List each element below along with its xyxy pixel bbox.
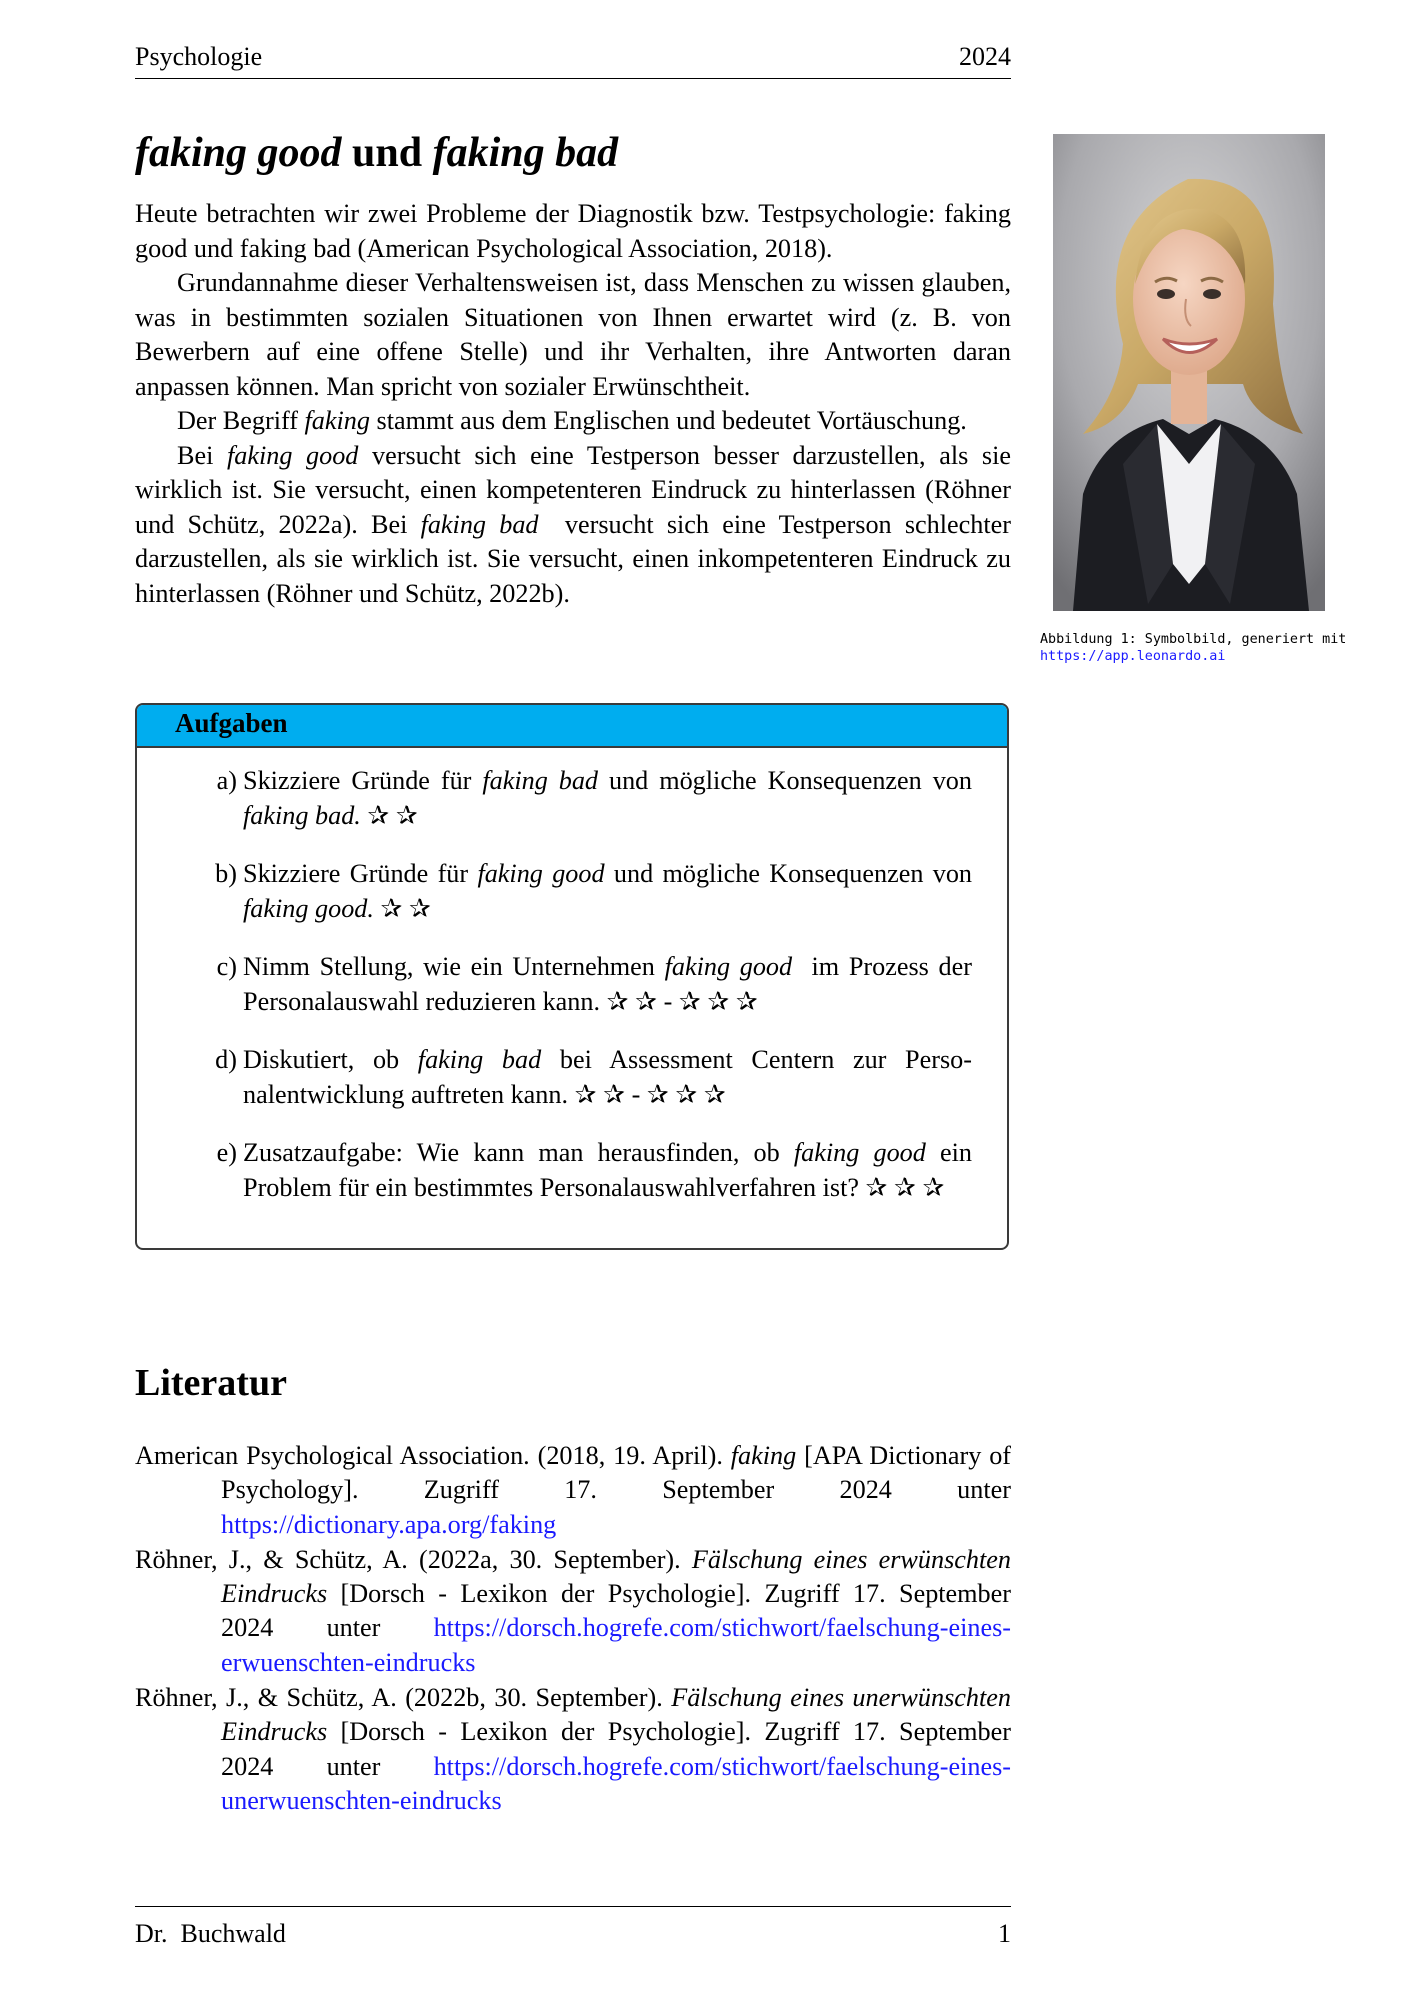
- tasks-header: [137, 705, 1007, 748]
- task-text: Zusatzaufgabe: Wie kann man herausfinden, ob: [243, 1138, 794, 1167]
- difficulty-stars: ✰ ✰ ✰: [858, 1172, 945, 1202]
- intro-paragraph-2: Grundannahme dieser Verhaltensweisen ist, dass Menschen zu wissen glauben, was in bestimmten sozialen Situationen von Ihnen erwartet wird (z. B. von Bewerbern auf eine offene Stelle) und ihr Verhalten, ihre Antworten daran anpassen können. Man spricht von sozialer Erwünschtheit.: [135, 268, 1011, 401]
- intro-p4-text-end: versucht sich eine Testperson schlechter darzustellen, als sie wirklich ist. Sie versucht, einen inkompetenteren Eindruck zu hinterlassen (Röhner und Schütz, 2022b).: [135, 509, 1018, 608]
- reference-list: [135, 1439, 1011, 1819]
- task-text: Diskutiert, ob: [243, 1045, 418, 1074]
- difficulty-stars: ✰ ✰ - ✰ ✰ ✰: [600, 986, 758, 1016]
- task-item: [137, 1043, 1007, 1112]
- task-text: bei Assessment Centern zur Personalentwicklung auftreten kann.: [243, 1045, 972, 1109]
- reference-text: [Dorsch - Lexikon der Psychologie]. Zugriff 17. September 2024 unter: [221, 1579, 1011, 1643]
- task-marker: d): [215, 1045, 237, 1074]
- intro-p4-term-bad: faking bad: [420, 509, 539, 539]
- figure-caption: [1040, 631, 1347, 665]
- task-term: faking bad: [482, 766, 599, 795]
- task-text: Skizziere Gründe für: [243, 859, 478, 888]
- title-term-2: faking bad: [432, 130, 619, 176]
- reference-link[interactable]: https://dictionary.apa.org/faking: [221, 1509, 557, 1539]
- tasks-box: [135, 703, 1009, 1250]
- task-term: faking good.: [243, 893, 374, 923]
- task-text: im Prozess der Personalauswahl reduzieren kann.: [243, 952, 979, 1016]
- reference-text: American Psychological Association. (2018, 19. April).: [135, 1441, 731, 1470]
- task-marker: a): [216, 766, 237, 795]
- task-term: faking good: [477, 859, 605, 888]
- task-item: [137, 857, 1007, 926]
- figure-caption-text: Abbildung 1: Symbolbild, generiert mit: [1040, 632, 1347, 647]
- task-item: [137, 764, 1007, 833]
- reference-title: Fälschung eines unerwünschten Eindrucks: [221, 1683, 1011, 1747]
- reference-item: [135, 1543, 1011, 1680]
- page-footer: [135, 1906, 1011, 1948]
- reference-title: faking: [730, 1441, 797, 1470]
- task-marker: b): [215, 859, 237, 888]
- task-marker: c): [216, 952, 237, 981]
- task-term: faking bad.: [243, 800, 361, 830]
- task-marker: e): [216, 1138, 237, 1167]
- task-list: [137, 764, 1007, 1229]
- intro-p4-term-good: faking good: [226, 440, 359, 470]
- reference-item: [135, 1681, 1011, 1818]
- reference-text: Röhner, J., & Schütz, A. (2022a, 30. September).: [135, 1544, 692, 1574]
- title-connector: und: [341, 130, 433, 176]
- intro-p3-term: faking: [304, 406, 370, 435]
- intro-p3-text: Der Begriff: [177, 406, 305, 435]
- intro-text: [135, 197, 1018, 611]
- reference-link[interactable]: https://dorsch.hogrefe.com/stichwort/faelschung-eines-erwuenschten-eindrucks: [221, 1613, 1011, 1677]
- task-text: Nimm Stellung, wie ein Unternehmen: [243, 952, 665, 981]
- task-text: ein Problem für ein bestimmtes Personalauswahlverfahren ist?: [243, 1138, 972, 1202]
- header-year: 2024: [959, 42, 1011, 71]
- task-item: [137, 950, 1007, 1019]
- intro-paragraph-3: [135, 404, 1011, 439]
- difficulty-stars: ✰ ✰: [373, 893, 431, 923]
- task-term: faking good: [793, 1138, 926, 1167]
- difficulty-stars: ✰ ✰ - ✰ ✰ ✰: [568, 1079, 726, 1109]
- reference-title: Fälschung eines erwünschten Eindrucks: [221, 1544, 1011, 1609]
- task-item: [137, 1136, 1007, 1205]
- footer-author: Dr. Buchwald: [135, 1919, 286, 1948]
- page-number: 1: [998, 1919, 1011, 1948]
- task-term: faking bad: [417, 1045, 542, 1074]
- reference-item: [135, 1439, 1011, 1542]
- task-text: und mögliche Konsequenzen von: [604, 859, 973, 888]
- header-subject: Psychologie: [135, 42, 263, 71]
- title-term-1: faking good: [135, 130, 342, 176]
- tasks-title: Aufgaben: [175, 708, 288, 738]
- reference-text: [APA Dictionary of Psychology]. Zugriff 17. September 2024 unter: [221, 1441, 1012, 1505]
- task-term: faking good: [664, 952, 793, 981]
- task-text: Skizziere Gründe für: [243, 766, 483, 795]
- difficulty-stars: ✰ ✰: [360, 800, 418, 830]
- reference-link[interactable]: https://dorsch.hogrefe.com/stichwort/faelschung-eines-unerwuenschten-eindrucks: [221, 1751, 1011, 1815]
- literature-title: Literatur: [135, 1362, 287, 1404]
- page-header: [135, 38, 1011, 79]
- page-title: [135, 125, 618, 181]
- reference-text: [Dorsch - Lexikon der Psychologie]. Zugriff 17. September 2024 unter: [221, 1717, 1011, 1781]
- intro-p4-text-mid: versucht sich eine Testperson besser darzustellen, als sie wirklich ist. Sie versucht, einen kompetenteren Eindruck zu hinterlassen (Röhner und Schütz, 2022a). Bei: [135, 440, 1011, 539]
- portrait-photo: [1053, 134, 1325, 611]
- figure-source-link[interactable]: https://app.leonardo.ai: [1040, 649, 1226, 664]
- task-text: und mögliche Konsequenzen von: [598, 766, 972, 795]
- intro-paragraph-4: [135, 439, 1018, 612]
- intro-paragraph-1: Heute betrachten wir zwei Probleme der Diagnostik bzw. Testpsychologie: faking good und faking bad (American Psychological Association, 2018).: [135, 199, 1011, 263]
- reference-text: Röhner, J., & Schütz, A. (2022b, 30. September).: [135, 1683, 672, 1713]
- intro-p4-text: Bei: [177, 440, 227, 470]
- intro-p3-text-end: stammt aus dem Englischen und bedeutet Vortäuschung.: [369, 406, 967, 435]
